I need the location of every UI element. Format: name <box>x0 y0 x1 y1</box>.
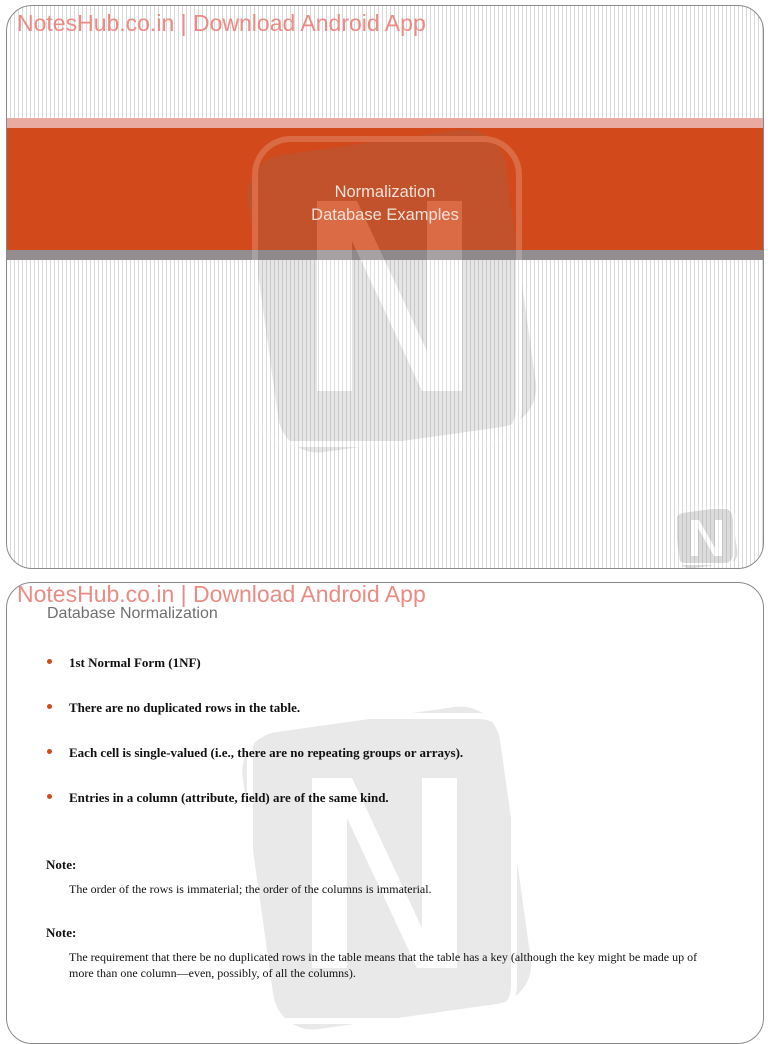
watermark-text: NotesHub.co.in | Download Android App <box>17 582 426 607</box>
note-text: The requirement that there be no duplicated rows in the table means that the table has a key (although the key might be made up of more than one column—even, possibly, of all the columns). <box>69 950 698 980</box>
note-label: Note: <box>46 857 77 872</box>
noteshub-logo-icon <box>227 121 557 466</box>
content-slide <box>6 582 764 1044</box>
bullet-dot-icon <box>47 704 52 709</box>
list-item: There are no duplicated rows in the table. <box>45 700 463 745</box>
watermark-text: NotesHub.co.in | Download Android App <box>17 10 426 36</box>
note-text: The order of the rows is immaterial; the order of the columns is immaterial. <box>69 882 432 896</box>
bullet-dot-icon <box>47 659 52 664</box>
noteshub-logo-icon <box>671 504 741 569</box>
list-item: 1st Normal Form (1NF) <box>45 655 463 700</box>
slide-title <box>7 181 763 227</box>
note-label: Note: <box>46 925 77 940</box>
bullet-dot-icon <box>47 794 52 799</box>
title-line-1: Normalization <box>334 183 436 201</box>
bullet-list <box>45 655 463 835</box>
bullet-dot-icon <box>47 749 52 754</box>
title-line-2: Database Examples <box>311 206 459 224</box>
list-item: Entries in a column (attribute, field) are of the same kind. <box>45 790 463 835</box>
list-item: Each cell is single-valued (i.e., there are no repeating groups or arrays). <box>45 745 463 790</box>
title-slide <box>6 5 764 569</box>
slide-heading: Database Normalization <box>47 605 218 622</box>
